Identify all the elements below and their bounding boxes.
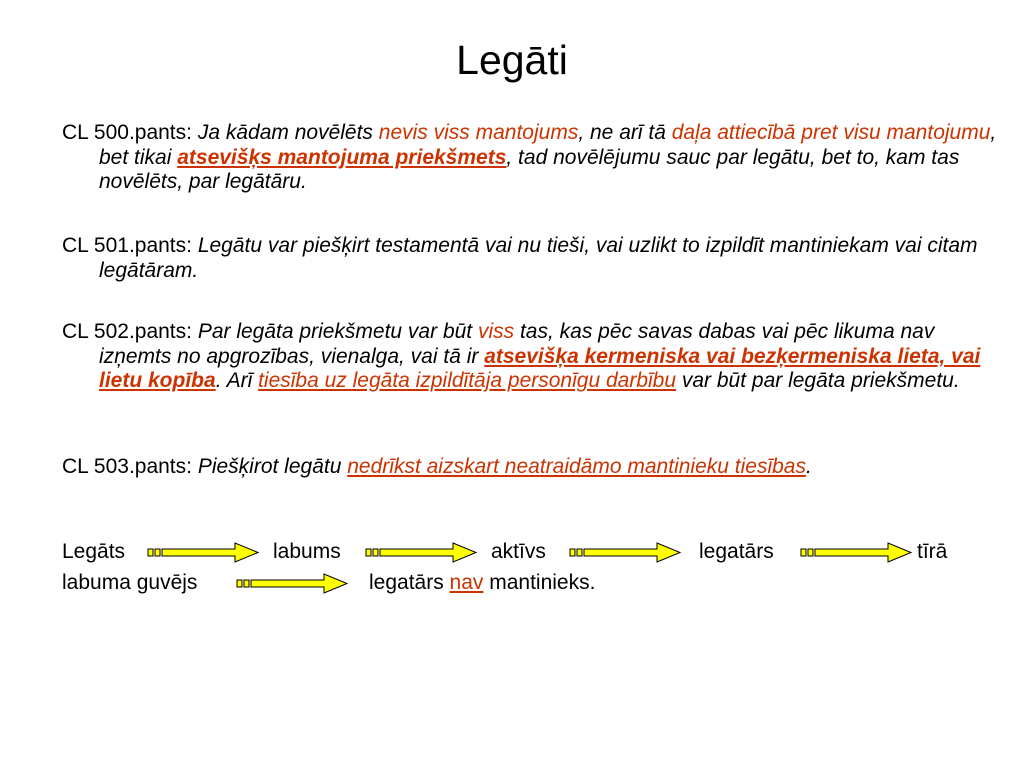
flow-word-legatars: legatārs — [699, 540, 774, 563]
article-500 — [62, 121, 999, 195]
article-segment: , ne arī tā — [578, 121, 672, 144]
flow-arrow-icon — [569, 541, 682, 563]
article-segment: . Arī — [215, 369, 259, 392]
article-segment: . — [805, 455, 812, 478]
article-segment: Ja kādam novēlēts — [197, 121, 379, 144]
article-segment: tiesība uz legāta izpildītāja personīgu darbību — [258, 369, 677, 392]
flow-arrow-icon — [800, 541, 913, 563]
flow-word-mantinieks: mantinieks. — [483, 571, 596, 594]
flow-word-aktivs: aktīvs — [491, 540, 546, 563]
article-501-lead: CL 501.pants: — [62, 234, 198, 257]
article-502 — [62, 320, 999, 394]
article-segment: , bet tikai — [99, 121, 997, 169]
flow-sentence-end — [369, 570, 595, 596]
article-500-lead: CL 500.pants: — [62, 121, 198, 144]
article-502-lead: CL 502.pants: — [62, 320, 198, 343]
flow-line-1 — [62, 539, 956, 565]
article-segment: daļa attiecībā pret visu mantojumu — [671, 121, 991, 144]
article-segment: , tad novēlējumu sauc par legātu, bet to, kam tas novēlēts, par legātāru. — [99, 145, 960, 193]
article-segment: nevis viss mantojums — [378, 121, 579, 144]
article-segment: viss — [477, 320, 515, 343]
flow-word-legatars-2: legatārs — [369, 571, 450, 594]
flow-word-tira: tīrā — [917, 540, 948, 563]
flow-word-labums: labums — [273, 540, 341, 563]
article-503-lead: CL 503.pants: — [62, 455, 198, 478]
slide-title: Legāti — [456, 37, 568, 83]
flow-word-legats: Legāts — [62, 540, 126, 563]
article-503 — [62, 455, 999, 480]
flow-arrow-icon — [147, 541, 260, 563]
article-segment: atsevišķa kermeniska vai bezķermeniska lieta, vai lietu kopība — [99, 344, 981, 392]
flow-word-nav: nav — [449, 571, 484, 594]
article-segment: Legātu var piešķirt testamentā vai nu tieši, vai uzlikt to izpildīt mantiniekam vai citam legātāram. — [99, 234, 978, 282]
flow-word-labuma-guvejs: labuma guvējs — [62, 571, 198, 594]
article-segment: Piešķirot legātu — [197, 455, 348, 478]
flow-arrow-icon — [236, 572, 349, 594]
article-segment: Par legāta priekšmetu var būt — [197, 320, 478, 343]
article-segment: tas, kas pēc savas dabas vai pēc likuma nav izņemts no apgrozības, vienalga, vai tā ir — [99, 320, 935, 368]
article-segment: nedrīkst aizskart neatraidāmo mantinieku tiesības — [347, 455, 806, 478]
article-segment: var būt par legāta priekšmetu. — [676, 369, 960, 392]
flow-arrow-icon — [365, 541, 478, 563]
article-501 — [62, 234, 999, 283]
article-segment: atsevišķs mantojuma priekšmets — [177, 145, 507, 169]
flow-line-2 — [62, 570, 956, 596]
